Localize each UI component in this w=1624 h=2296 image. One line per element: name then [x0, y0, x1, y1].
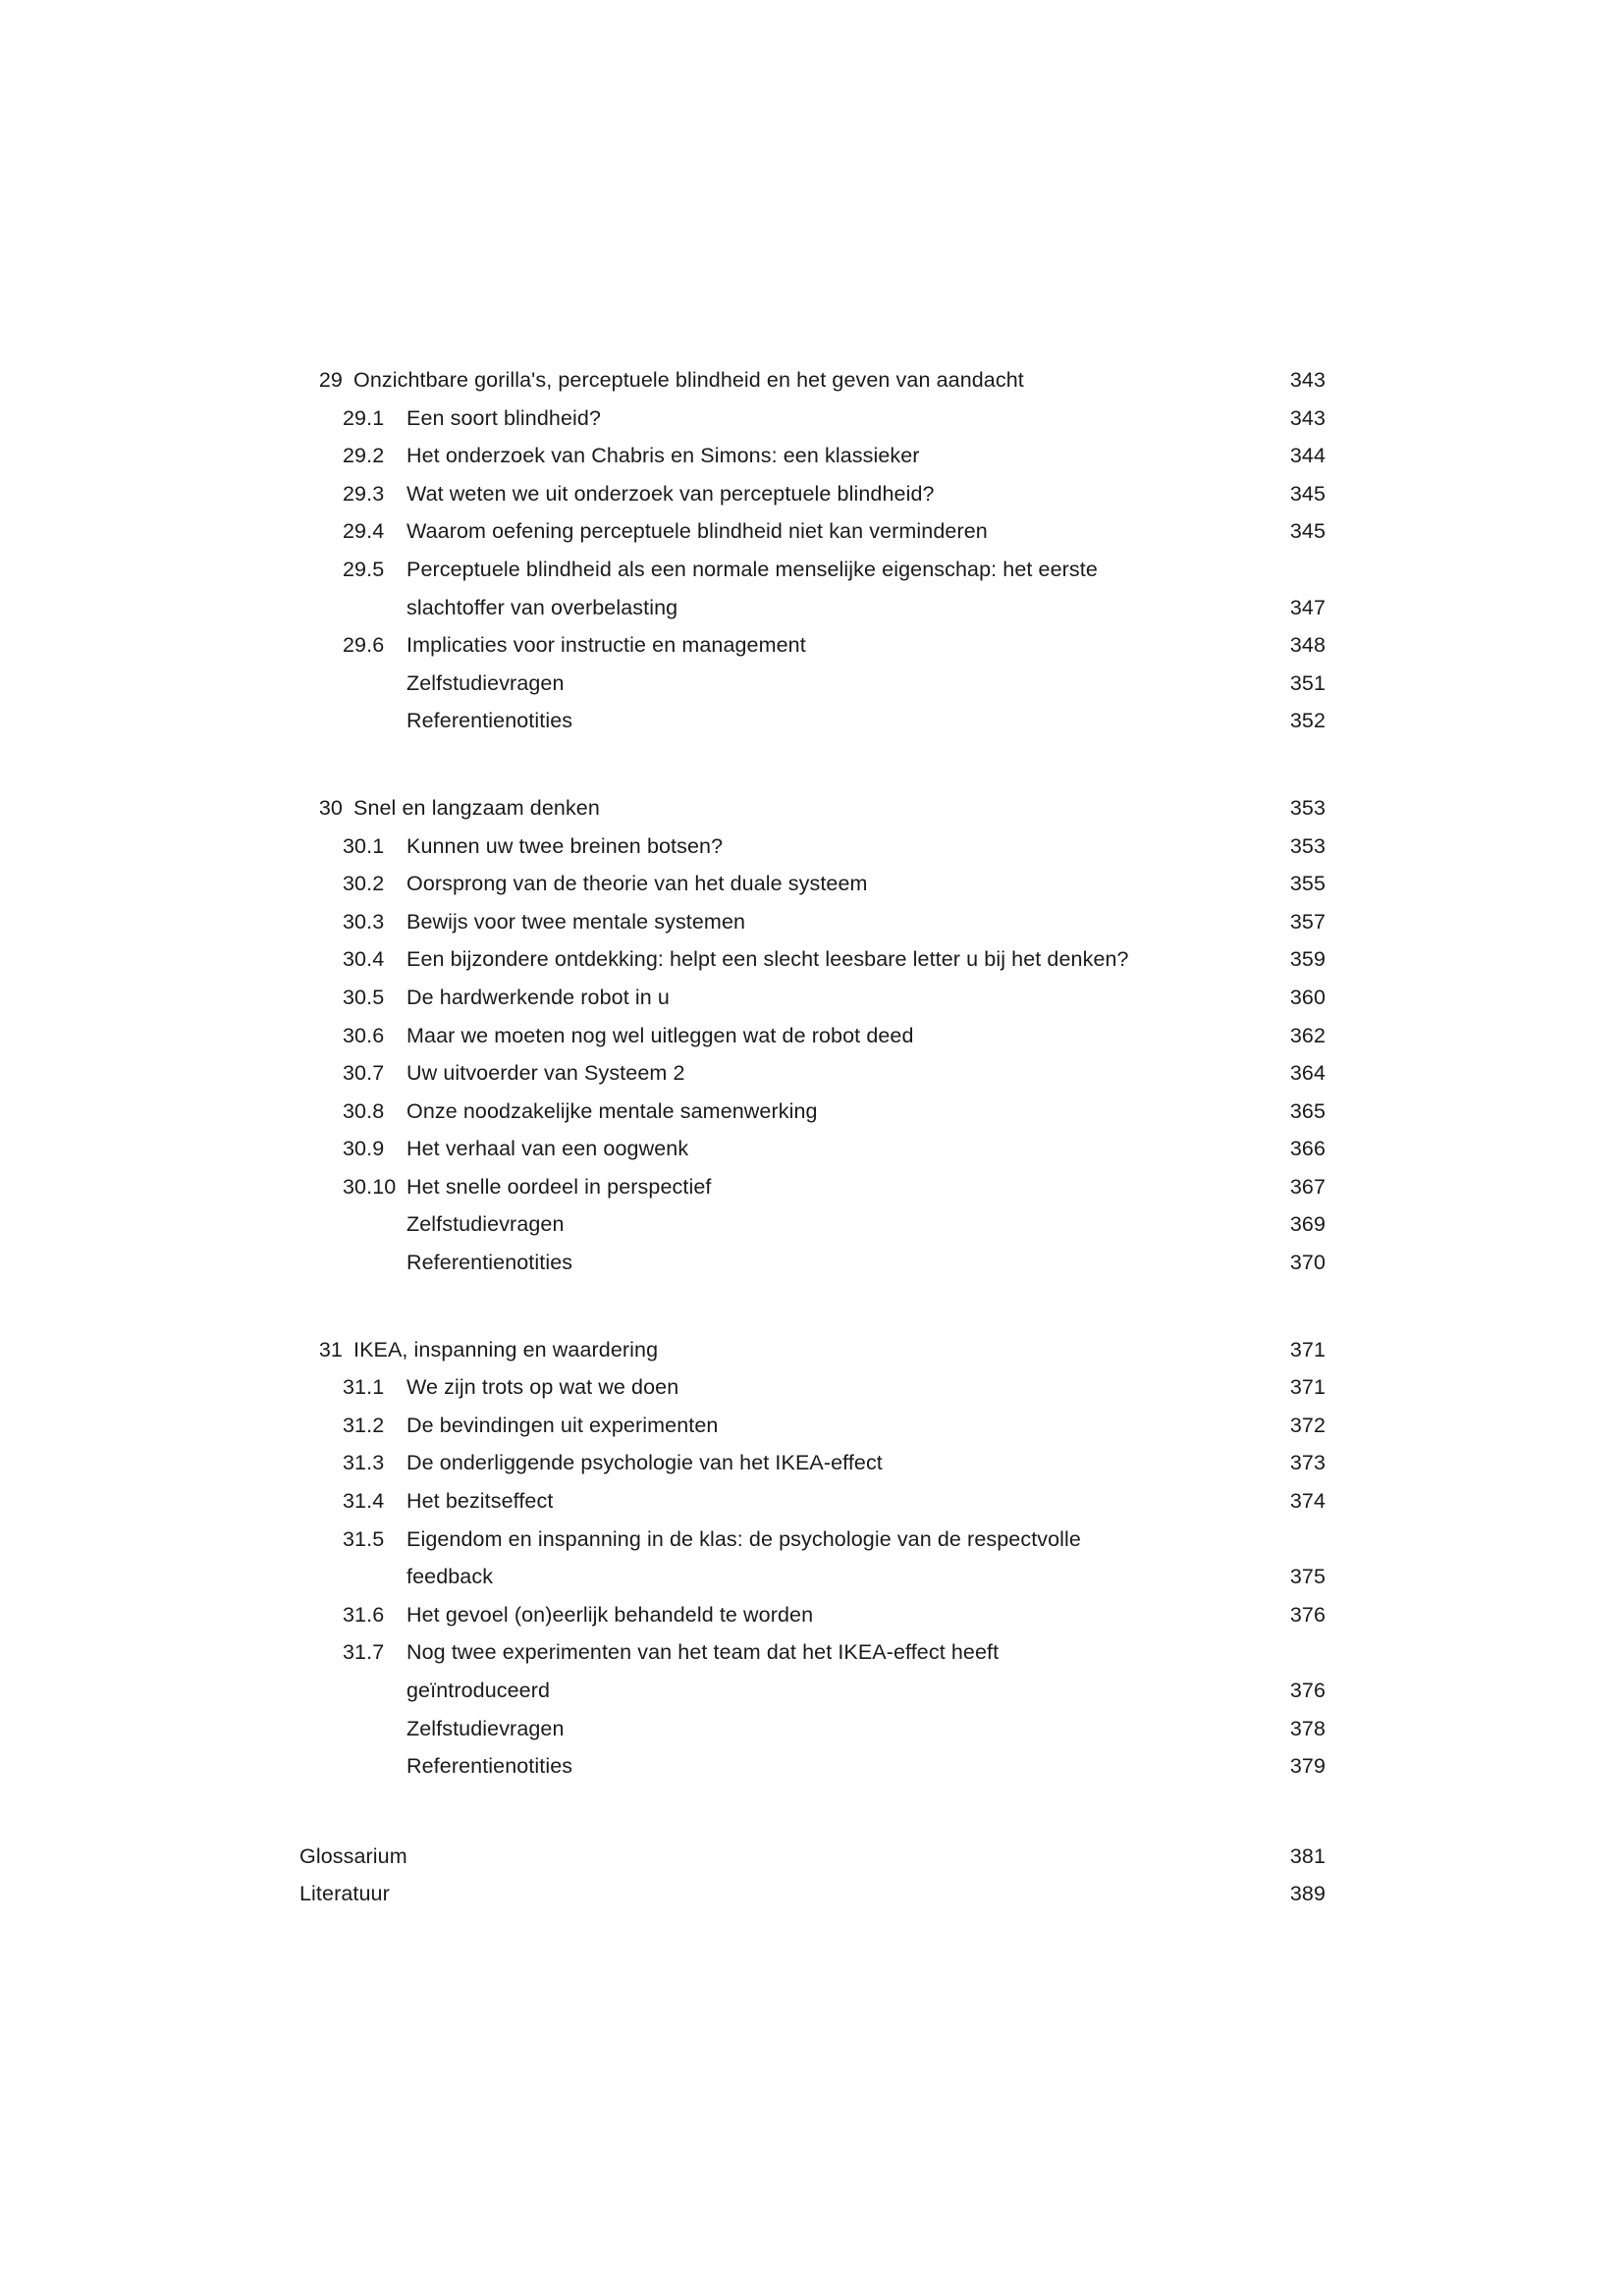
toc-entry-number: 29.1 — [343, 405, 385, 430]
toc-entry-number: 29.4 — [343, 519, 385, 544]
toc-entry-page-number: 343 — [1289, 368, 1326, 392]
toc-entry-continuation[interactable] — [299, 702, 1326, 740]
toc-entry-number: 30.3 — [343, 909, 385, 934]
toc-entry-29-4[interactable] — [299, 512, 1326, 551]
toc-entry-page-number: 376 — [1289, 1679, 1326, 1702]
toc-entry-number: 30.1 — [343, 833, 385, 858]
toc-entry-title: Referentienotities — [406, 1251, 573, 1275]
toc-entry-29[interactable] — [299, 361, 1326, 400]
toc-entry-continuation[interactable] — [299, 589, 1326, 627]
toc-entry-page-number: 364 — [1289, 1061, 1326, 1086]
toc-entry-title: Het onderzoek van Chabris en Simons: een klassieker — [406, 444, 920, 468]
toc-entry-29-2[interactable] — [299, 437, 1326, 475]
toc-entry-continuation[interactable] — [299, 1672, 1326, 1710]
toc-entry-31-1[interactable] — [299, 1368, 1326, 1407]
toc-entry-title: Kunnen uw twee breinen botsen? — [406, 833, 724, 858]
toc-entry-title: Zelfstudievragen — [406, 1212, 565, 1237]
toc-entry-29-1[interactable] — [299, 400, 1326, 438]
toc-entry-number: 30.6 — [343, 1023, 385, 1047]
toc-entry-page-number: 351 — [1289, 670, 1326, 695]
toc-entry-page-number: 362 — [1289, 1023, 1326, 1047]
toc-entry-30-3[interactable] — [299, 903, 1326, 941]
toc-entry-continuation[interactable] — [299, 1875, 1326, 1913]
toc-entry-number: 30.4 — [343, 947, 385, 972]
toc-entry-page-number: 381 — [1289, 1843, 1326, 1868]
toc-entry-page-number: 369 — [1289, 1212, 1326, 1237]
toc-entry-title: Een soort blindheid? — [406, 405, 602, 430]
toc-entry-30-2[interactable] — [299, 865, 1326, 903]
toc-entry-29-5[interactable] — [299, 551, 1326, 589]
toc-entry-title: Referentienotities — [406, 1754, 573, 1779]
toc-entry-29-6[interactable] — [299, 626, 1326, 665]
toc-entry-31-4[interactable] — [299, 1482, 1326, 1521]
toc-entry-title: slachtoffer van overbelasting — [406, 595, 678, 619]
toc-entry-page-number: 376 — [1289, 1602, 1326, 1627]
toc-entry-title: Het snelle oordeel in perspectief — [406, 1174, 712, 1199]
toc-entry-title: feedback — [406, 1565, 494, 1589]
toc-entry-30-8[interactable] — [299, 1093, 1326, 1131]
toc-entry-page-number: 373 — [1289, 1451, 1326, 1475]
toc-entry-number: 29.2 — [343, 444, 385, 468]
toc-entry-title: Literatuur — [299, 1882, 390, 1906]
toc-entry-title: Oorsprong van de theorie van het duale systeem — [406, 872, 868, 896]
toc-entry-page-number: 359 — [1289, 947, 1326, 972]
toc-entry-page-number: 345 — [1289, 481, 1326, 506]
toc-entry-number: 31.6 — [343, 1602, 385, 1627]
toc-entry-title: IKEA, inspanning en waardering — [353, 1337, 659, 1362]
toc-entry-30-10[interactable] — [299, 1168, 1326, 1206]
toc-entry-30-4[interactable] — [299, 940, 1326, 979]
toc-entry-title: De onderliggende psychologie van het IKEA-effect — [406, 1451, 883, 1475]
toc-entry-title: Onze noodzakelijke mentale samenwerking — [406, 1098, 818, 1123]
toc-entry-31-3[interactable] — [299, 1444, 1326, 1482]
toc-entry-31-2[interactable] — [299, 1407, 1326, 1445]
group-spacer — [299, 740, 1326, 789]
toc-entry-page-number: 343 — [1289, 405, 1326, 430]
toc-entry-number: 29 — [318, 368, 343, 392]
toc-entry-page-number: 344 — [1289, 444, 1326, 468]
toc-entry-continuation[interactable] — [299, 1747, 1326, 1786]
toc-entry-page-number: 374 — [1289, 1489, 1326, 1514]
toc-entry-number: 30.7 — [343, 1061, 385, 1086]
toc-entry-number: 31.5 — [343, 1526, 385, 1551]
toc-entry-continuation[interactable] — [299, 1205, 1326, 1244]
toc-entry-number: 29.6 — [343, 633, 385, 658]
toc-entry-31-5[interactable] — [299, 1521, 1326, 1559]
toc-entry-title: Maar we moeten nog wel uitleggen wat de robot deed — [406, 1023, 914, 1047]
toc-entry-29-3[interactable] — [299, 475, 1326, 513]
toc-entry-title: Wat weten we uit onderzoek van perceptuele blindheid? — [406, 481, 935, 506]
group-spacer — [299, 1282, 1326, 1331]
toc-entry-page-number: 365 — [1289, 1098, 1326, 1123]
toc-entry-30-1[interactable] — [299, 828, 1326, 866]
toc-entry-number: 30.5 — [343, 985, 385, 1009]
toc-entry-31[interactable] — [299, 1331, 1326, 1369]
toc-entry-page-number: 352 — [1289, 709, 1326, 733]
toc-entry-title: geïntroduceerd — [406, 1679, 551, 1702]
toc-entry-number: 31.3 — [343, 1451, 385, 1475]
toc-entry-number: 30 — [318, 795, 343, 820]
toc-entry-page-number: 372 — [1289, 1413, 1326, 1437]
toc-entry-30-6[interactable] — [299, 1017, 1326, 1055]
toc-entry-page-number: 353 — [1289, 795, 1326, 820]
toc-entry-31-7[interactable] — [299, 1633, 1326, 1672]
toc-entry-number: 30.10 — [343, 1174, 397, 1199]
toc-entry-title: De hardwerkende robot in u — [406, 985, 670, 1009]
toc-entry-page-number: 348 — [1289, 633, 1326, 658]
toc-entry-page-number: 353 — [1289, 833, 1326, 858]
toc-entry-page-number: 345 — [1289, 519, 1326, 544]
toc-entry-number: 30.9 — [343, 1137, 385, 1161]
toc-entry-number: 31 — [318, 1337, 343, 1362]
toc-entry-continuation[interactable] — [299, 1558, 1326, 1596]
toc-entry-title: Zelfstudievragen — [406, 670, 565, 695]
toc-entry-number: 31.7 — [343, 1640, 385, 1665]
toc-entry-number: 30.2 — [343, 872, 385, 896]
toc-entry-title: Het bezitseffect — [406, 1489, 554, 1514]
toc-entry-page-number: 347 — [1289, 595, 1326, 619]
toc-entry-page-number: 378 — [1289, 1716, 1326, 1740]
toc-entry-title: Glossarium — [299, 1843, 407, 1868]
toc-entry-page-number: 370 — [1289, 1251, 1326, 1275]
toc-entry-title: Referentienotities — [406, 709, 573, 733]
table-of-contents — [299, 361, 1326, 1913]
toc-entry-continuation[interactable] — [299, 1838, 1326, 1876]
toc-entry-title: Perceptuele blindheid als een normale menselijke eigenschap: het eerste — [406, 557, 1098, 581]
toc-entry-number: 31.1 — [343, 1375, 385, 1400]
toc-entry-31-6[interactable] — [299, 1596, 1326, 1634]
toc-entry-page-number: 371 — [1289, 1337, 1326, 1362]
toc-entry-number: 31.2 — [343, 1413, 385, 1437]
toc-entry-title: Waarom oefening perceptuele blindheid niet kan verminderen — [406, 519, 988, 544]
toc-entry-title: Het gevoel (on)eerlijk behandeld te worden — [406, 1602, 814, 1627]
toc-entry-30-9[interactable] — [299, 1130, 1326, 1168]
toc-entry-30-5[interactable] — [299, 979, 1326, 1017]
group-spacer — [299, 1786, 1326, 1838]
toc-entry-title: Onzichtbare gorilla's, perceptuele blindheid en het geven van aandacht — [353, 368, 1024, 392]
toc-entry-title: De bevindingen uit experimenten — [406, 1413, 719, 1437]
toc-entry-number: 30.8 — [343, 1098, 385, 1123]
toc-entry-continuation[interactable] — [299, 665, 1326, 703]
toc-entry-title: Uw uitvoerder van Systeem 2 — [406, 1061, 685, 1086]
toc-entry-title: Het verhaal van een oogwenk — [406, 1137, 689, 1161]
toc-entry-page-number: 367 — [1289, 1174, 1326, 1199]
toc-entry-title: Een bijzondere ontdekking: helpt een slecht leesbare letter u bij het denken? — [406, 947, 1129, 972]
toc-entry-continuation[interactable] — [299, 1710, 1326, 1748]
toc-entry-30-7[interactable] — [299, 1054, 1326, 1093]
toc-entry-page-number: 355 — [1289, 872, 1326, 896]
toc-entry-page-number: 375 — [1289, 1565, 1326, 1589]
toc-entry-title: Snel en langzaam denken — [353, 795, 600, 820]
toc-entry-page-number: 366 — [1289, 1137, 1326, 1161]
toc-entry-continuation[interactable] — [299, 1244, 1326, 1282]
toc-entry-30[interactable] — [299, 789, 1326, 828]
toc-entry-title: Eigendom en inspanning in de klas: de psychologie van de respectvolle — [406, 1526, 1081, 1551]
toc-entry-title: We zijn trots op wat we doen — [406, 1375, 679, 1400]
toc-entry-number: 29.3 — [343, 481, 385, 506]
toc-entry-number: 31.4 — [343, 1489, 385, 1514]
toc-entry-title: Zelfstudievragen — [406, 1716, 565, 1740]
toc-entry-page-number: 389 — [1289, 1882, 1326, 1906]
toc-entry-title: Implicaties voor instructie en management — [406, 633, 806, 658]
toc-entry-title: Nog twee experimenten van het team dat het IKEA-effect heeft — [406, 1640, 1000, 1665]
toc-entry-number: 29.5 — [343, 557, 385, 581]
toc-entry-page-number: 360 — [1289, 985, 1326, 1009]
toc-entry-page-number: 357 — [1289, 909, 1326, 934]
toc-entry-page-number: 379 — [1289, 1754, 1326, 1779]
toc-entry-page-number: 371 — [1289, 1375, 1326, 1400]
toc-entry-title: Bewijs voor twee mentale systemen — [406, 909, 746, 934]
